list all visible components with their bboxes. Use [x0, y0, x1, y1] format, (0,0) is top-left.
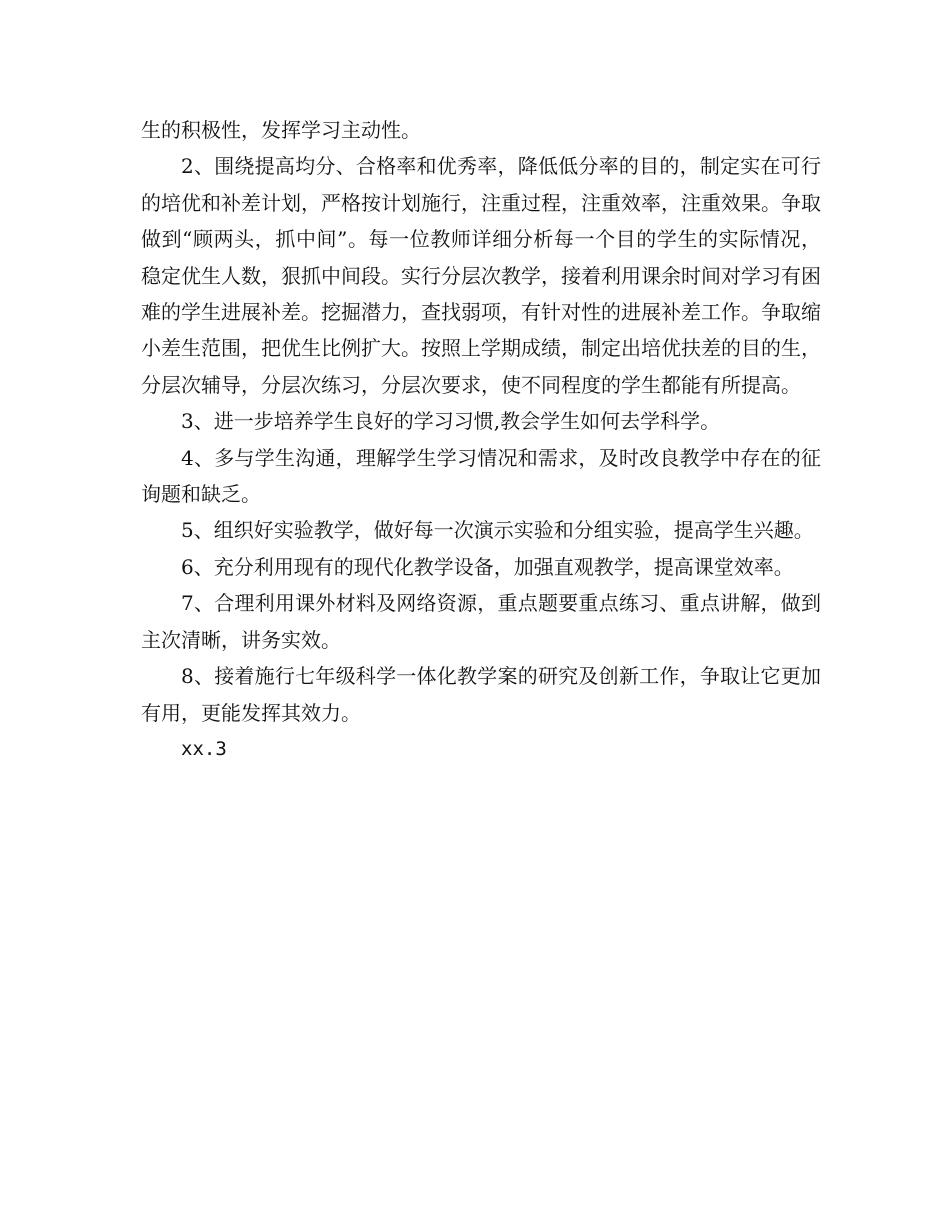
paragraph-item-5: 5、组织好实验教学，做好每一次演示实验和分组实验，提高学生兴趣。 [181, 518, 814, 543]
document-body [141, 112, 821, 767]
paragraph-item-3: 3、进一步培养学生良好的学习习惯,教会学生如何去学科学。 [181, 409, 721, 434]
paragraph-item-7: 7、合理利用课外材料及网络资源，重点题要重点练习、重点讲解，做到主次清晰，讲务实效。 [141, 591, 821, 652]
paragraph-continuation: 生的积极性，发挥学习主动性。 [141, 118, 421, 142]
paragraph-item-4: 4、多与学生沟通，理解学生学习情况和需求，及时改良教学中存在的征询题和缺乏。 [141, 445, 821, 507]
paragraph-item-8: 8、接着施行七年级科学一体化教学案的研究及创新工作，争取让它更加有用，更能发挥其效力。 [141, 664, 821, 725]
paragraph-item-2: 2、围绕提高均分、合格率和优秀率，降低低分率的目的，制定实在可行的培优和补差计划，严格按计划施行，注重过程，注重效率，注重效果。争取做到“顾两头，抓中间”。每一位教师详细分析每一个目的学生的实际情况，稳定优生人数，狠抓中间段。实行分层次教学，接着利用课余时间对学习有困难的学生进展补差。挖掘潜力，查找弱项，有针对性的进展补差工作。争取缩小差生范围，把优生比例扩大。按照上学期成绩，制定出培优扶差的目的生，分层次辅导，分层次练习，分层次要求，使不同程度的学生都能有所提高。 [141, 154, 821, 397]
paragraph-item-6: 6、充分利用现有的现代化教学设备，加强直观教学，提高课堂效率。 [181, 554, 794, 579]
document-date: xx.3 [181, 737, 227, 760]
